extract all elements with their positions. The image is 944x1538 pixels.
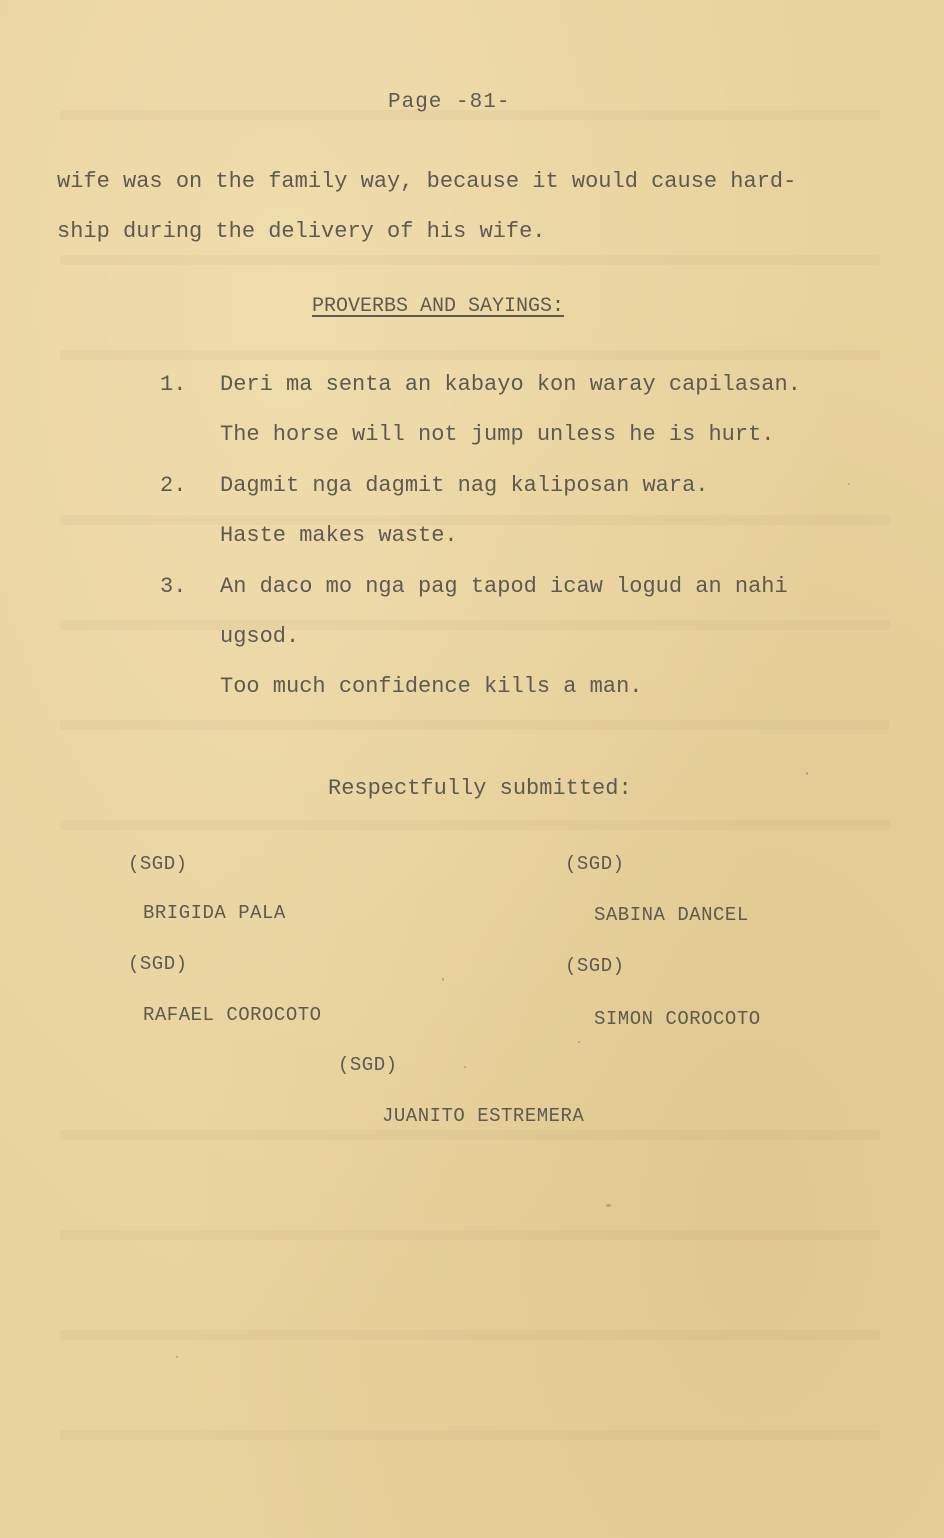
proverb-original: Deri ma senta an kabayo kon waray capilasan. (220, 372, 801, 397)
signatory-name: SIMON COROCOTO (594, 1008, 761, 1030)
bleed-through (60, 255, 880, 265)
proverb-translation: The horse will not jump unless he is hurt. (220, 422, 775, 447)
bleed-through (60, 1430, 880, 1440)
signature-mark: (SGD) (128, 853, 188, 875)
body-text-line: ship during the delivery of his wife. (57, 219, 546, 244)
signatory-name: RAFAEL COROCOTO (143, 1004, 322, 1026)
paper-speck (442, 978, 444, 981)
signature-mark: (SGD) (565, 853, 625, 875)
proverb-translation: Too much confidence kills a man. (220, 674, 643, 699)
paper-speck (464, 1066, 466, 1068)
bleed-through (60, 1130, 880, 1140)
section-heading: PROVERBS AND SAYINGS: (312, 295, 565, 318)
signatory-name: SABINA DANCEL (594, 904, 749, 926)
body-text-line: wife was on the family way, because it would cause hard- (57, 169, 797, 194)
paper-speck (606, 1204, 611, 1207)
proverb-number: 2. (160, 473, 187, 498)
proverb-original-continued: ugsod. (220, 624, 300, 649)
bleed-through (60, 1330, 880, 1340)
proverb-number: 3. (160, 574, 187, 599)
paper-speck (806, 772, 808, 775)
bleed-through (60, 515, 890, 525)
proverb-original: Dagmit nga dagmit nag kaliposan wara. (220, 473, 709, 498)
signature-mark: (SGD) (338, 1054, 398, 1076)
proverb-number: 1. (160, 372, 187, 397)
bleed-through (60, 1230, 880, 1240)
proverb-translation: Haste makes waste. (220, 523, 458, 548)
bleed-through (60, 720, 890, 730)
signature-mark: (SGD) (565, 955, 625, 977)
signatory-name: BRIGIDA PALA (143, 902, 286, 924)
signatory-name: JUANITO ESTREMERA (382, 1105, 585, 1127)
page-number-header: Page -81- (388, 91, 511, 114)
bleed-through (60, 350, 880, 360)
bleed-through (60, 620, 890, 630)
proverb-original: An daco mo nga pag tapod icaw logud an nahi (220, 574, 788, 599)
paper-speck (578, 1041, 580, 1043)
paper-speck (848, 483, 850, 485)
bleed-through (60, 820, 890, 830)
closing-text: Respectfully submitted: (328, 776, 632, 801)
signature-mark: (SGD) (128, 953, 188, 975)
paper-speck (176, 1356, 178, 1358)
